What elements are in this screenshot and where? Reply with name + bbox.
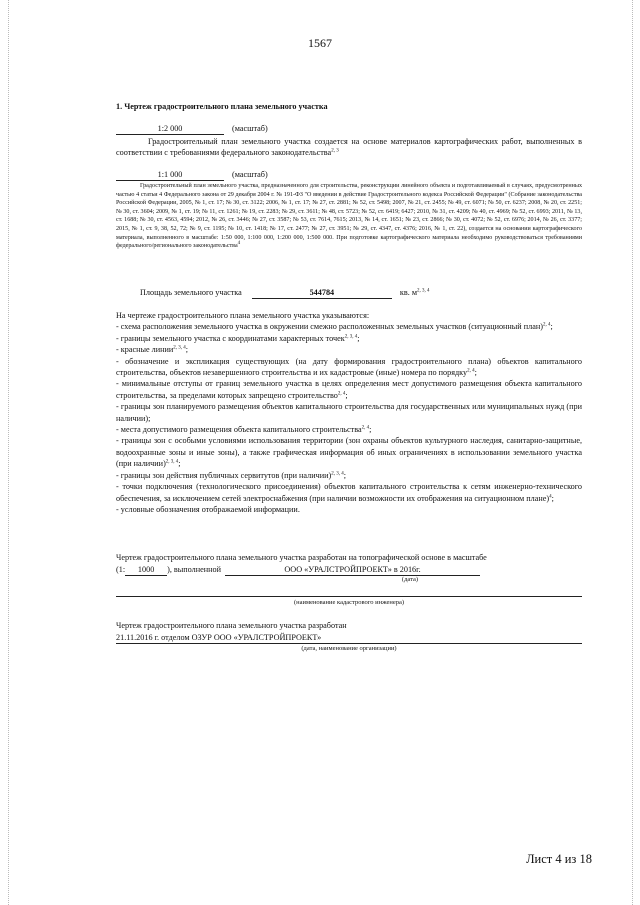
topo-open: (1: [116, 565, 126, 574]
list-item [116, 321, 582, 332]
list-item [116, 435, 582, 469]
date-caption: (дата) [401, 576, 419, 583]
scale-2-value: 1:1 000 [116, 169, 224, 181]
list-item-footnote: 2, 4 [542, 322, 551, 328]
page-number: 1567 [308, 36, 332, 50]
area-label: Площадь земельного участка [140, 288, 242, 297]
scale-2-label: (масштаб) [232, 170, 268, 179]
topo-line-2 [116, 564, 582, 576]
list-item-text: - границы зон действия публичных сервитутов (при наличии) [116, 470, 332, 480]
engineer-line [116, 596, 582, 597]
scale-1-label: (масштаб) [232, 124, 268, 133]
area-value: 544784 [252, 287, 392, 299]
list-intro: На чертеже градостроительного плана земельного участка указываются: [116, 311, 370, 320]
developed-line [116, 643, 582, 644]
scale-1-row [116, 123, 268, 135]
list-item-tail: ; [343, 470, 346, 480]
list-item-footnote: 2, 3, 4 [331, 470, 344, 476]
list-item-tail: ; [345, 390, 348, 400]
scan-edge-left [8, 0, 9, 905]
developed-line-2: 21.11.2016 г. отделом ОЗУР ООО «УРАЛСТРОЙПРОЕКТ» [116, 633, 322, 642]
list-item-text: - границы зон планируемого размещения объектов капитального строительства для государственных или муниципальных нужд (при наличии); [116, 402, 582, 423]
paragraph-2-footnote: 4 [237, 241, 241, 247]
area-footnote: 2, 3, 4 [417, 288, 430, 294]
list-item-tail: ; [550, 322, 553, 332]
list-item-tail: ; [185, 345, 189, 355]
sheet-footer: Лист 4 из 18 [526, 852, 592, 866]
scale-1-value: 1:2 000 [116, 123, 224, 135]
list-item-text: - условные обозначения отображаемой информации. [116, 504, 300, 514]
list-item [116, 401, 582, 424]
list-item-tail: ; [369, 425, 372, 435]
list-item-text: - границы земельного участка с координатами характерных точек [116, 333, 345, 343]
engineer-caption: (наименование кадастрового инженера) [293, 599, 405, 606]
developed-line-1: Чертеж градостроительного плана земельного участка разработан [116, 621, 347, 630]
list-item-text: - границы зон с особыми условиями использования территории (зон охраны объектов культурного наследия, санитарно-защитные, водоохранные зоны и иные зоны), а также графическая информация об иных ограничениях в использовании земельного участка (при наличии) [116, 436, 582, 469]
list-item-tail: ; [357, 333, 360, 343]
list-item [116, 424, 582, 435]
paragraph-1-footnote: 2, 3 [331, 148, 339, 154]
list-item-text: - места допустимого размещения объекта капитального строительства [116, 425, 362, 435]
list-item-footnote: 2, 3, 4 [165, 459, 179, 465]
list-item-footnote: 2, 3, 4 [173, 345, 186, 351]
list-item-text: - обозначение и экспликация существующих (на дату формирования градостроительного плана) объектов капитального строительства, объектов незавершенного строительства и их кадастровые (иные) номера по порядку [116, 356, 582, 378]
topo-scale-value: 1000 [125, 564, 167, 576]
section-heading: 1. Чертеж градостроительного плана земельного участка [116, 102, 328, 111]
area-unit: кв. м [399, 288, 418, 297]
list-item-text: - точки подключения (технологического присоединения) объектов капитального строительства к сетям инженерно-технического обеспечения, за исключением сетей электроснабжения (при наличии возможности их отображения на ситуационном плане) [116, 482, 582, 503]
topo-organization: ООО «УРАЛСТРОЙПРОЕКТ» в 2016г. [225, 564, 480, 576]
list-item-text: - схема расположения земельного участка в окружении смежно расположенных земельных участков (ситуационный план) [116, 322, 543, 332]
list-item [116, 504, 582, 515]
scale-2-row [116, 169, 268, 181]
list-item [116, 378, 582, 401]
list-item-tail: ; [178, 459, 181, 469]
list-item-footnote: 2, 4 [361, 425, 370, 431]
list-item [116, 344, 582, 355]
list-item-footnote: 2, 4 [337, 391, 346, 397]
list-item-footnote: 4 [549, 493, 552, 499]
list-items [116, 321, 582, 515]
paragraph-2 [116, 182, 582, 251]
list-item-tail: ; [551, 493, 554, 503]
list-item-text: - минимальные отступы от границ земельного участка в целях определения мест допустимого размещения объекта капитального строительства, за пределами которых запрещено строительство [116, 379, 582, 400]
paragraph-1 [116, 136, 582, 159]
scan-edge-right [632, 0, 633, 905]
list-item [116, 356, 582, 379]
list-item-tail: ; [474, 368, 477, 378]
topo-close: ), выполненной [167, 565, 222, 574]
list-item-footnote: 2, 3, 4 [344, 334, 358, 340]
list-item-footnote: 2, 4 [467, 368, 475, 374]
list-item [116, 333, 582, 344]
topo-line-1: Чертеж градостроительного плана земельного участка разработан на топографической основе в масштабе [116, 553, 487, 562]
content-list [116, 310, 582, 515]
list-item [116, 470, 582, 481]
list-item-text: - красные линии [116, 345, 174, 355]
paragraph-2-text: Градостроительный план земельного участка, предназначенного для строительства, реконструкции линейного объекта и подготавливаемый в случаях, предусмотренных частью 4 статьи 4 Федерального закона от 29 декабря 2004 г. № 191-ФЗ "О введении в действие Градостроительного кодекса Российской Федерации" (Собрание законодательства Российской Федерации, 2005, № 1, ст. 17; № 30, ст. 3122; 2006, № 1, ст. 17; № 27, ст. 2881; № 52, ст. 5498; 2007, № 21, ст. 2455; № 49, ст. 6071; № 50, ст. 6237; 2008, № 20, ст. 2251; № 30, ст. 3604; 2009, № 1, ст. 19; № 11, ст. 1261; № 19, ст. 2283; № 29, ст. 3611; № 48, ст. 5723; № 52, ст. 6419; 6427; 2010, № 31, ст. 4209; № 40, ст. 4969; № 52, ст. 6993; 2011, № 13, ст. 1688; № 30, ст. 4563, 4594; 2012, № 26, ст. 3446; № 27, ст. 3587; № 53, ст. 7614, 7615; 2013, № 14, ст. 1651; № 23, ст. 2866; № 30, ст. 4072; № 52, ст. 6976; 2014, № 26, ст. 3377; 2015, № 1, ст. 9, 38, 52, 72; № 9, ст. 1195; № 10, ст. 1418; № 17, ст. 2477; № 27, ст. 3951; № 29, ст. 4347, ст. 4376; 2016, № 1, ст. 22), создается на основании картографического материала, выполненного в масштабе: 1:50 000, 1:100 000, 1:200 000, 1:500 000. При подготовке картографического материала необходимо руководствоваться требованиями федерального/регионального законодательства [116, 183, 582, 250]
list-item [116, 481, 582, 504]
developed-caption: (дата, наименование организации) [301, 645, 397, 652]
area-row [140, 287, 430, 299]
paragraph-1-text: Градостроительный план земельного участка создается на основе материалов картографических работ, выполненных в соответствии с требованиями федерального законодательства [116, 137, 582, 158]
